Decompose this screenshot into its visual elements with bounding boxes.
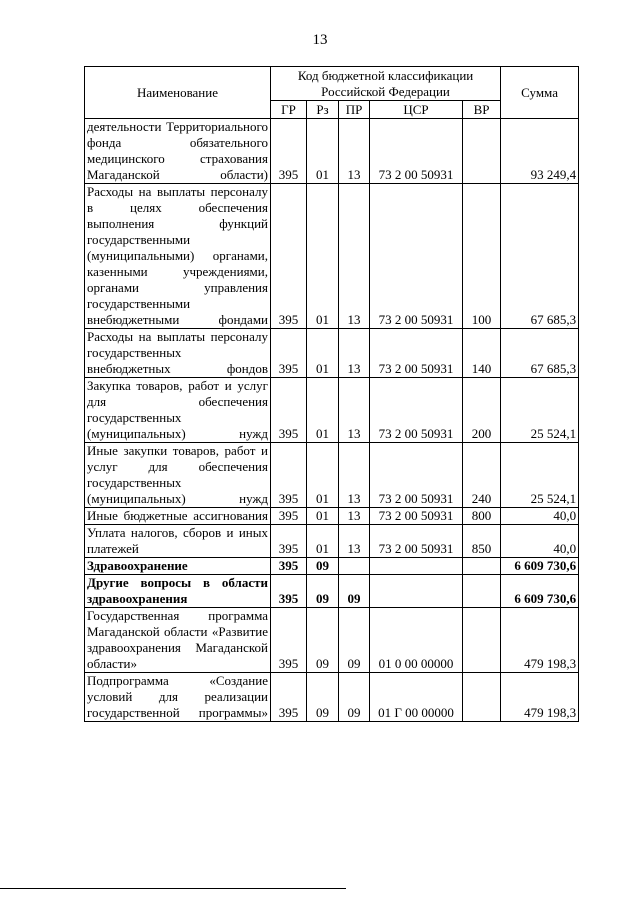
row-vr: 200 — [463, 378, 501, 443]
row-csr — [370, 558, 463, 575]
table-row — [85, 525, 579, 558]
row-sum: 67 685,3 — [501, 329, 579, 378]
table-row — [85, 443, 579, 508]
row-rz: 09 — [307, 608, 339, 673]
header-vr: ВР — [463, 101, 501, 119]
row-name: Подпрограмма «Создание условий для реализации государственной программы» — [85, 673, 271, 722]
table-row — [85, 558, 579, 575]
row-csr: 73 2 00 50931 — [370, 329, 463, 378]
header-sum: Сумма — [501, 67, 579, 119]
row-sum: 40,0 — [501, 508, 579, 525]
row-name: Закупка товаров, работ и услуг для обеспечения государственных (муниципальных) нужд — [85, 378, 271, 443]
row-rz: 01 — [307, 508, 339, 525]
row-rz: 09 — [307, 558, 339, 575]
row-gr: 395 — [271, 525, 307, 558]
table-row — [85, 119, 579, 184]
row-name: деятельности Территориального фонда обязательного медицинского страхования Магаданской области) — [85, 119, 271, 184]
row-vr: 100 — [463, 184, 501, 329]
page-number: 13 — [312, 32, 328, 48]
row-gr: 395 — [271, 558, 307, 575]
row-vr: 140 — [463, 329, 501, 378]
row-sum: 25 524,1 — [501, 378, 579, 443]
row-sum: 40,0 — [501, 525, 579, 558]
row-gr: 395 — [271, 608, 307, 673]
row-gr: 395 — [271, 508, 307, 525]
row-rz: 01 — [307, 329, 339, 378]
row-pr: 09 — [339, 575, 370, 608]
row-sum: 6 609 730,6 — [501, 575, 579, 608]
table-row — [85, 673, 579, 722]
table-row — [85, 184, 579, 329]
header-gr: ГР — [271, 101, 307, 119]
header-pr: ПР — [339, 101, 370, 119]
header-csr: ЦСР — [370, 101, 463, 119]
row-name: Иные бюджетные ассигнования — [85, 508, 271, 525]
table-row — [85, 378, 579, 443]
row-pr: 13 — [339, 184, 370, 329]
row-gr: 395 — [271, 184, 307, 329]
row-name: Здравоохранение — [85, 558, 271, 575]
row-name: Иные закупки товаров, работ и услуг для обеспечения государственных (муниципальных) нужд — [85, 443, 271, 508]
row-rz: 09 — [307, 575, 339, 608]
table-row — [85, 608, 579, 673]
row-vr — [463, 575, 501, 608]
row-pr: 09 — [339, 673, 370, 722]
row-gr: 395 — [271, 378, 307, 443]
row-csr: 01 Г 00 00000 — [370, 673, 463, 722]
row-csr: 01 0 00 00000 — [370, 608, 463, 673]
header-rz: Рз — [307, 101, 339, 119]
row-gr: 395 — [271, 329, 307, 378]
row-gr: 395 — [271, 119, 307, 184]
row-pr: 13 — [339, 329, 370, 378]
row-name: Другие вопросы в области здравоохранения — [85, 575, 271, 608]
row-rz: 09 — [307, 673, 339, 722]
row-name: Уплата налогов, сборов и иных платежей — [85, 525, 271, 558]
row-csr: 73 2 00 50931 — [370, 525, 463, 558]
footer-rule — [0, 888, 346, 889]
row-rz: 01 — [307, 525, 339, 558]
row-csr: 73 2 00 50931 — [370, 443, 463, 508]
row-sum: 479 198,3 — [501, 673, 579, 722]
row-vr — [463, 608, 501, 673]
row-pr: 13 — [339, 508, 370, 525]
row-csr — [370, 575, 463, 608]
row-vr: 800 — [463, 508, 501, 525]
row-gr: 395 — [271, 443, 307, 508]
row-vr — [463, 558, 501, 575]
row-rz: 01 — [307, 119, 339, 184]
row-pr — [339, 558, 370, 575]
row-sum: 67 685,3 — [501, 184, 579, 329]
row-gr: 395 — [271, 575, 307, 608]
row-sum: 93 249,4 — [501, 119, 579, 184]
row-pr: 09 — [339, 608, 370, 673]
row-name: Государственная программа Магаданской области «Развитие здравоохранения Магаданской области» — [85, 608, 271, 673]
row-csr: 73 2 00 50931 — [370, 378, 463, 443]
row-vr — [463, 673, 501, 722]
row-csr: 73 2 00 50931 — [370, 119, 463, 184]
row-csr: 73 2 00 50931 — [370, 184, 463, 329]
row-pr: 13 — [339, 378, 370, 443]
row-gr: 395 — [271, 673, 307, 722]
table-row — [85, 329, 579, 378]
table-row — [85, 508, 579, 525]
row-name: Расходы на выплаты персоналу государственных внебюджетных фондов — [85, 329, 271, 378]
row-pr: 13 — [339, 525, 370, 558]
header-code-group: Код бюджетной классификации Российской Федерации — [271, 67, 501, 101]
row-name: Расходы на выплаты персоналу в целях обеспечения выполнения функций государственными (муниципальными) органами, казенными учреждениями, органами управления государственными внебюджетными фондами — [85, 184, 271, 329]
row-pr: 13 — [339, 119, 370, 184]
row-vr — [463, 119, 501, 184]
row-rz: 01 — [307, 378, 339, 443]
row-sum: 25 524,1 — [501, 443, 579, 508]
row-rz: 01 — [307, 184, 339, 329]
table-row — [85, 575, 579, 608]
row-vr: 240 — [463, 443, 501, 508]
row-vr: 850 — [463, 525, 501, 558]
budget-table — [84, 66, 579, 722]
row-rz: 01 — [307, 443, 339, 508]
row-sum: 6 609 730,6 — [501, 558, 579, 575]
row-sum: 479 198,3 — [501, 608, 579, 673]
header-name: Наименование — [85, 67, 271, 119]
row-pr: 13 — [339, 443, 370, 508]
row-csr: 73 2 00 50931 — [370, 508, 463, 525]
